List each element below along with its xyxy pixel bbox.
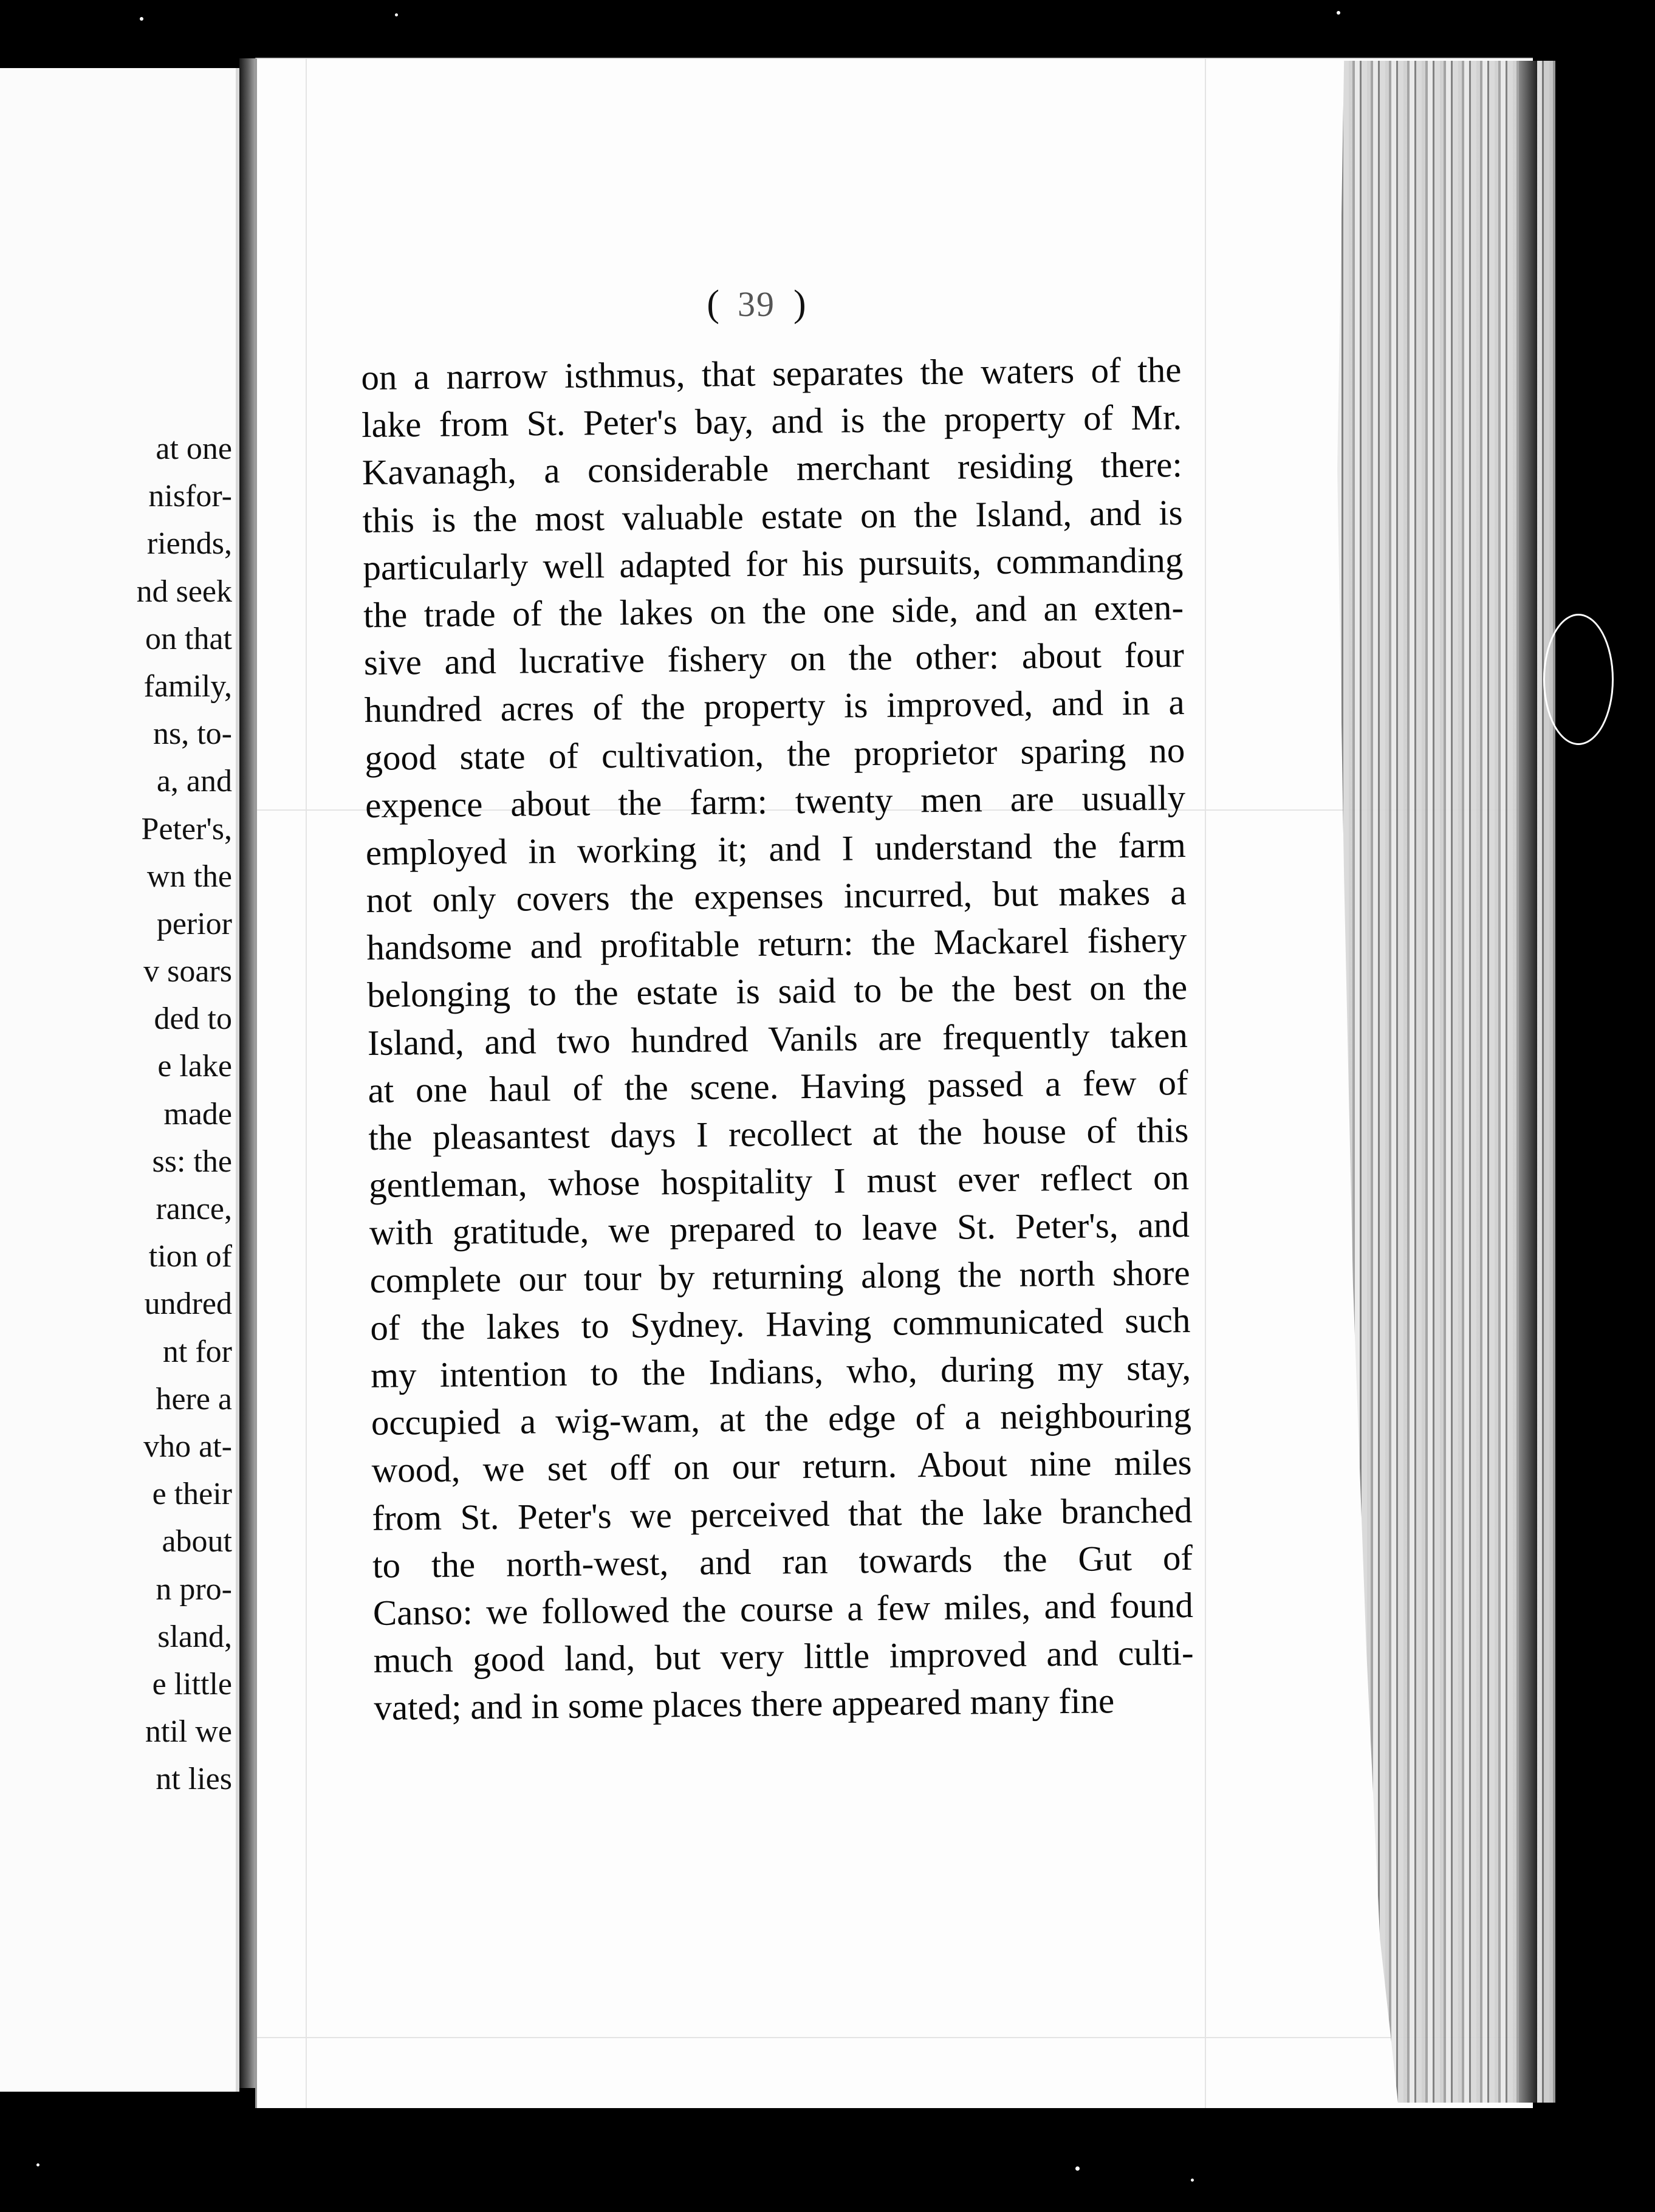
left-page-text-line: riends, [146,526,232,562]
scan-speck [395,13,398,16]
page-body-text [361,346,1194,1731]
left-page-text-line: Peter's, [141,811,232,847]
body-text-line: belonging to the estate is said to be the best on the [366,967,1188,1015]
left-page-text-line: n pro- [156,1571,232,1607]
left-page-text-line: a, and [156,764,232,799]
left-page-text-line: sland, [157,1619,232,1654]
left-page-text-line: v soars [143,954,232,989]
left-page-text-line: ss: the [152,1144,232,1179]
left-page-text-line: about [162,1524,232,1559]
left-page-text-line: here a [156,1381,232,1417]
body-text-line: at one haul of the scene. Having passed a few of [368,1062,1188,1110]
body-text-line: my intention to the Indians, who, during my stay, [370,1347,1191,1395]
body-text-line: the trade of the lakes on the one side, and an exten- [363,586,1184,635]
body-text-line: wood, we set off on our return. About nine miles [371,1442,1192,1491]
loose-thread [1543,614,1614,745]
body-text-line: sive and lucrative fishery on the other: about four [363,634,1185,683]
left-page-text-line: rance, [156,1192,232,1226]
body-text-line: this is the most valuable estate on the Island, and is [362,492,1183,540]
left-page-text-line: ntil we [145,1714,232,1750]
page-edge-shadow [1519,61,1537,2103]
body-text-line: handsome and profitable return: the Mackarel fishery [366,919,1187,968]
body-text-line: hundred acres of the property is improved, and in a [364,682,1185,730]
body-text-line: much good land, but very little improved and culti- [373,1632,1194,1680]
left-page-text-line: on that [145,621,232,656]
left-page-text-line: nt lies [156,1762,232,1797]
body-text-line: Island, and two hundred Vanils are frequently taken [367,1014,1188,1063]
left-page-text-line: nisfor- [148,479,232,514]
body-text-line: not only covers the expenses incurred, but makes a [366,872,1187,921]
left-page-text-line: e their [152,1477,232,1512]
body-text-line: with gratitude, we prepared to leave St. Peter's, and [369,1204,1190,1253]
left-page-text-line: ded to [154,1001,232,1037]
body-text-line: vated; and in some places there appeared many fine [374,1680,1115,1728]
page-number-open-paren: ( [707,283,719,325]
body-text-line: expence about the farm: twenty men are usually [365,777,1186,825]
page-number-close-paren: ) [793,283,806,325]
left-page-text-line: vho at- [143,1429,232,1464]
left-page-text-line: at one [156,431,232,466]
page-fold-line [257,2037,1533,2038]
left-page-text-line: nd seek [136,574,232,609]
left-page-text-line: perior [156,906,232,941]
scan-speck [1075,2166,1080,2171]
body-text-line: good state of cultivation, the proprietor sparing no [365,729,1185,778]
left-page-text [1,425,232,1803]
left-page-text-line: family, [143,668,232,704]
scan-speck [1337,11,1340,15]
page-fold-line [1205,59,1206,2108]
body-text-line: employed in working it; and I understand the farm [365,824,1187,873]
body-text-line: lake from St. Peter's bay, and is the property of Mr. [361,397,1182,445]
left-page-text-line: ns, to- [153,716,232,752]
left-page-text-line: e lake [157,1049,232,1084]
page-fold-line [306,59,307,2108]
left-page-fragment [0,68,239,2092]
left-page-text-line: undred [144,1286,232,1322]
left-page-text-line: wn the [146,859,232,894]
body-text-line: complete our tour by returning along the north shore [369,1252,1190,1300]
scan-speck [36,2163,39,2166]
body-text-line: gentleman, whose hospitality I must ever reflect on [368,1157,1190,1206]
body-text-line: the pleasantest days I recollect at the house of this [368,1109,1189,1158]
scan-speck [140,17,143,21]
left-page-text-line: e little [152,1666,232,1702]
body-text-line: occupied a wig-wam, at the edge of a neighbouring [371,1395,1192,1443]
body-text-line: on a narrow isthmus, that separates the waters of the [361,349,1182,397]
page-number-header [656,276,857,331]
body-text-line: Canso: we followed the course a few miles, and found [372,1584,1194,1633]
body-text-line: to the north-west, and ran towards the Gut of [372,1537,1193,1585]
scan-speck [1191,2179,1194,2182]
body-text-line: of the lakes to Sydney. Having communicated such [370,1299,1191,1348]
left-page-text-line: nt for [162,1334,232,1369]
left-page-text-line: made [163,1096,232,1132]
page-number: 39 [738,284,775,324]
body-text-line: Kavanagh, a considerable merchant residing there: [361,444,1183,493]
body-text-line: from St. Peter's we perceived that the lake branched [372,1489,1193,1538]
body-text-line: particularly well adapted for his pursuits, commanding [363,539,1184,588]
left-page-text-line: tion of [148,1239,232,1274]
